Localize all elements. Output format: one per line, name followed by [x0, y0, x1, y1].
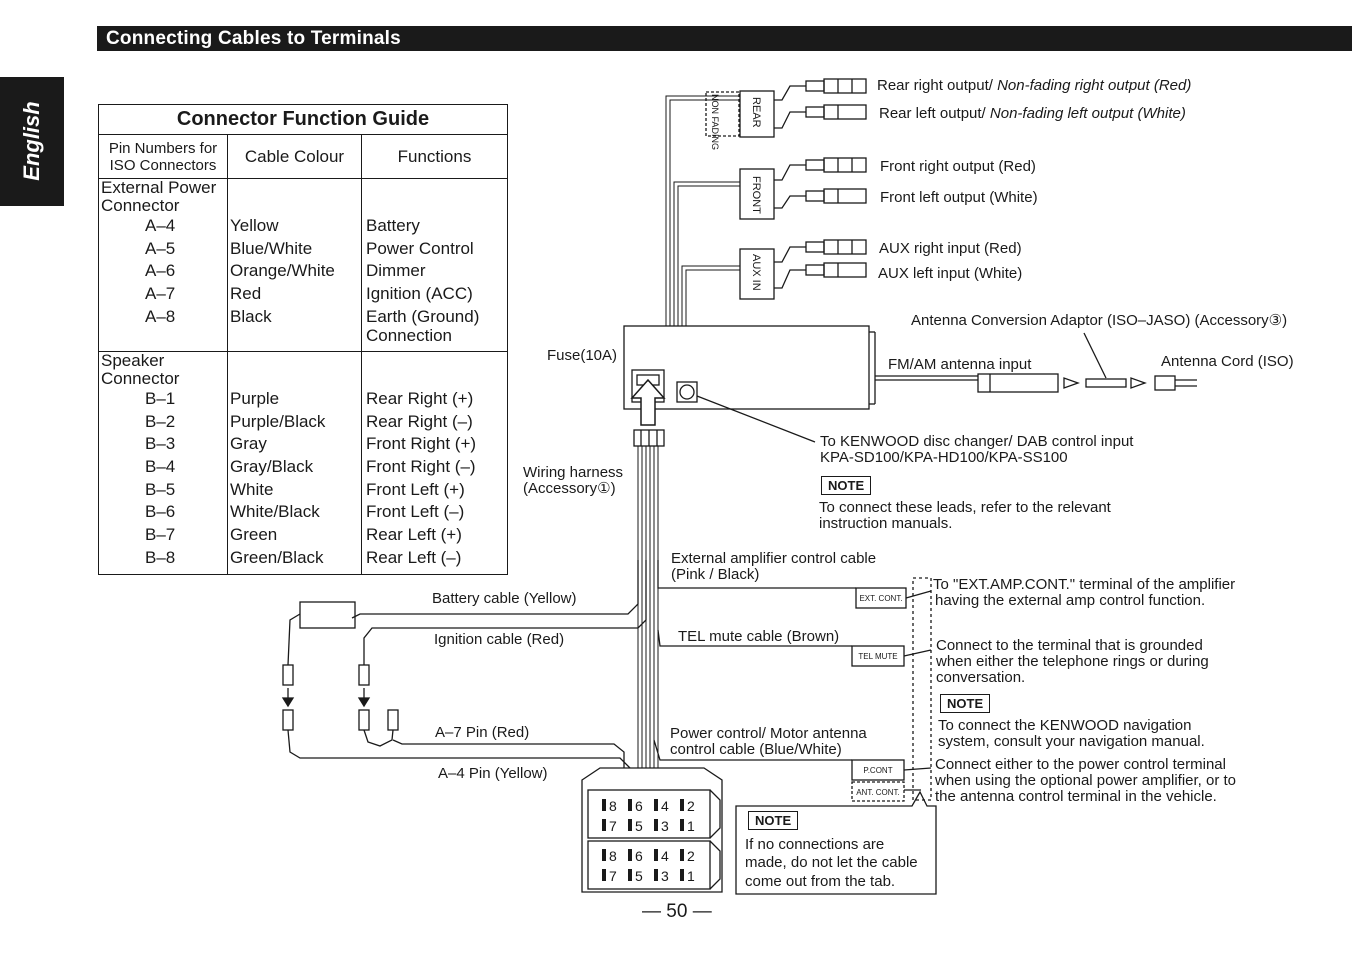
- aux-left-label: AUX left input (White): [878, 265, 1023, 282]
- pcont-label-line2: control cable (Blue/White): [670, 741, 842, 758]
- block-label-rear: REAR: [750, 97, 762, 128]
- pin-cell: A–8: [145, 306, 176, 326]
- pin-cell: B–6: [145, 502, 176, 522]
- navigation-note-badge: NOTE: [940, 694, 990, 713]
- pcont-desc-line2: when using the optional power amplifier, or to: [935, 772, 1237, 789]
- language-label: English: [19, 101, 44, 181]
- pin-number: 3: [661, 868, 669, 884]
- tab-note-line3: come out from the tab.: [745, 873, 896, 890]
- changer-note-line2: instruction manuals.: [819, 515, 953, 532]
- aux-right-label: AUX right input (Red): [879, 240, 1022, 257]
- changer-label-line1: To KENWOOD disc changer/ DAB control input: [820, 433, 1134, 450]
- function-cell: Earth (Ground): [366, 306, 480, 326]
- group-title: Speaker Connector: [101, 351, 180, 388]
- antenna-adaptor-label: Antenna Conversion Adaptor (ISO–JASO) (Accessory③): [911, 312, 1288, 329]
- guide-title: Connector Function Guide: [99, 105, 508, 135]
- pin-cell: A–4: [145, 216, 176, 235]
- pin-cell: B–2: [145, 411, 176, 431]
- col-header-pin: Pin Numbers for ISO Connectors: [99, 135, 228, 179]
- rear-right-label: Rear right output/ Non-fading right output (Red): [877, 77, 1192, 94]
- function-cell: Rear Left (–): [366, 547, 462, 567]
- pin-number: 3: [661, 818, 669, 834]
- function-cell: Power Control: [366, 238, 474, 258]
- ant-cont-tag-label: ANT. CONT.: [856, 788, 900, 797]
- harness-label-line2: (Accessory①): [523, 480, 616, 497]
- pin-number: 8: [609, 798, 617, 814]
- function-cell-continued: Connection: [366, 326, 453, 346]
- colour-cell: Green/Black: [230, 547, 324, 567]
- battery-cable-label: Battery cable (Yellow): [432, 590, 577, 607]
- page-number: — 50 —: [642, 901, 712, 922]
- battery-fuse-holder: [300, 602, 355, 628]
- function-cell: Front Left (+): [366, 479, 465, 499]
- function-cell: Front Right (+): [366, 434, 477, 454]
- function-cell: Battery: [366, 216, 420, 235]
- colour-cell: Red: [230, 284, 262, 304]
- navigation-note-line2: system, consult your navigation manual.: [938, 733, 1205, 750]
- ext-amp-desc-line1: To "EXT.AMP.CONT." terminal of the amplifier: [933, 576, 1236, 593]
- pin-cell: A–6: [145, 261, 176, 281]
- tel-mute-desc-line1: Connect to the terminal that is grounded: [936, 637, 1203, 654]
- pin-cell: B–5: [145, 479, 176, 499]
- pin-number: 8: [609, 848, 617, 864]
- pin-number: 6: [635, 848, 643, 864]
- colour-cell: Black: [230, 306, 272, 326]
- tel-mute-desc-line3: conversation.: [936, 669, 1026, 686]
- ext-amp-desc-line2: having the external amp control function.: [935, 592, 1206, 609]
- front-right-label: Front right output (Red): [880, 158, 1036, 175]
- colour-cell: Blue/White: [230, 238, 313, 258]
- tel-mute-label: TEL mute cable (Brown): [678, 628, 840, 645]
- colour-cell: Green: [230, 525, 278, 545]
- pcont-label-line1: Power control/ Motor antenna: [670, 725, 867, 742]
- block-label-aux: AUX IN: [750, 254, 762, 291]
- function-cell: Rear Right (+): [366, 389, 474, 408]
- colour-cell: Purple: [230, 389, 280, 408]
- tel-mute-tag-label: TEL MUTE: [858, 652, 898, 661]
- pin-cell: A–7: [145, 284, 176, 304]
- fuse-label: Fuse(10A): [547, 347, 618, 364]
- tel-mute-desc-line2: when either the telephone rings or during: [936, 653, 1209, 670]
- pin-number: 2: [687, 798, 695, 814]
- front-left-label: Front left output (White): [880, 189, 1038, 206]
- changer-note-badge: NOTE: [821, 476, 871, 495]
- colour-cell: Orange/White: [230, 261, 335, 281]
- col-header-function: Functions: [362, 135, 508, 179]
- block-label-front: FRONT: [750, 176, 762, 214]
- pin-cell: B–7: [145, 525, 176, 545]
- block-label-non-fading: NON FADING: [710, 94, 720, 151]
- pin-number: 1: [687, 818, 695, 834]
- pin-cell: B–3: [145, 434, 176, 454]
- function-cell: Dimmer: [366, 261, 426, 281]
- changer-note-line1: To connect these leads, refer to the relevant: [819, 499, 1111, 516]
- pcont-desc-line3: the antenna control terminal in the vehicle.: [935, 788, 1217, 805]
- navigation-note-line1: To connect the KENWOOD navigation: [938, 717, 1192, 734]
- colour-cell: Gray/Black: [230, 457, 314, 477]
- pin-number: 2: [687, 848, 695, 864]
- antenna-input-label: FM/AM antenna input: [888, 356, 1032, 373]
- p-cont-tag-label: P.CONT: [863, 766, 893, 775]
- rear-left-label: Rear left output/ Non-fading left output (White): [879, 105, 1186, 122]
- ignition-cable-label: Ignition cable (Red): [434, 631, 565, 648]
- ext-amp-label-line1: External amplifier control cable: [671, 550, 877, 567]
- function-cell: Rear Left (+): [366, 525, 462, 545]
- pin-number: 7: [609, 818, 617, 834]
- page-title: Connecting Cables to Terminals: [106, 28, 401, 49]
- a7-pin-label: A–7 Pin (Red): [435, 724, 530, 741]
- pin-number: 4: [661, 798, 669, 814]
- function-cell: Front Left (–): [366, 502, 465, 522]
- colour-cell: Yellow: [230, 216, 279, 235]
- pin-number: 4: [661, 848, 669, 864]
- pin-number: 7: [609, 868, 617, 884]
- pin-number: 6: [635, 798, 643, 814]
- function-cell: Ignition (ACC): [366, 284, 473, 304]
- pin-cell: B–8: [145, 547, 176, 567]
- tab-note-badge: NOTE: [748, 811, 798, 830]
- colour-cell: White/Black: [230, 502, 320, 522]
- pin-number: 5: [635, 818, 643, 834]
- function-cell: Front Right (–): [366, 457, 476, 477]
- col-header-colour: Cable Colour: [228, 135, 362, 179]
- ext-cont-tag-label: EXT. CONT.: [859, 594, 903, 603]
- rca-plugs: [806, 79, 866, 277]
- a4-pin-label: A–4 Pin (Yellow): [438, 765, 548, 782]
- harness-label-line1: Wiring harness: [523, 464, 624, 481]
- pin-cell: A–5: [145, 238, 176, 258]
- tab-note-line2: made, do not let the cable: [745, 854, 918, 871]
- pin-cell: B–1: [145, 389, 176, 408]
- ext-amp-label-line2: (Pink / Black): [671, 566, 760, 583]
- colour-cell: White: [230, 479, 274, 499]
- pin-number: 5: [635, 868, 643, 884]
- colour-cell: Purple/Black: [230, 411, 326, 431]
- tab-note-line1: If no connections are: [745, 836, 885, 853]
- colour-cell: Gray: [230, 434, 267, 454]
- pin-cell: B–4: [145, 457, 176, 477]
- group-title: External Power Connector: [101, 178, 217, 215]
- function-cell: Rear Right (–): [366, 411, 473, 431]
- antenna-cord-label: Antenna Cord (ISO): [1161, 353, 1294, 370]
- changer-label-line2: KPA-SD100/KPA-HD100/KPA-SS100: [820, 449, 1068, 466]
- pin-number: 1: [687, 868, 695, 884]
- pcont-desc-line1: Connect either to the power control terminal: [935, 756, 1226, 773]
